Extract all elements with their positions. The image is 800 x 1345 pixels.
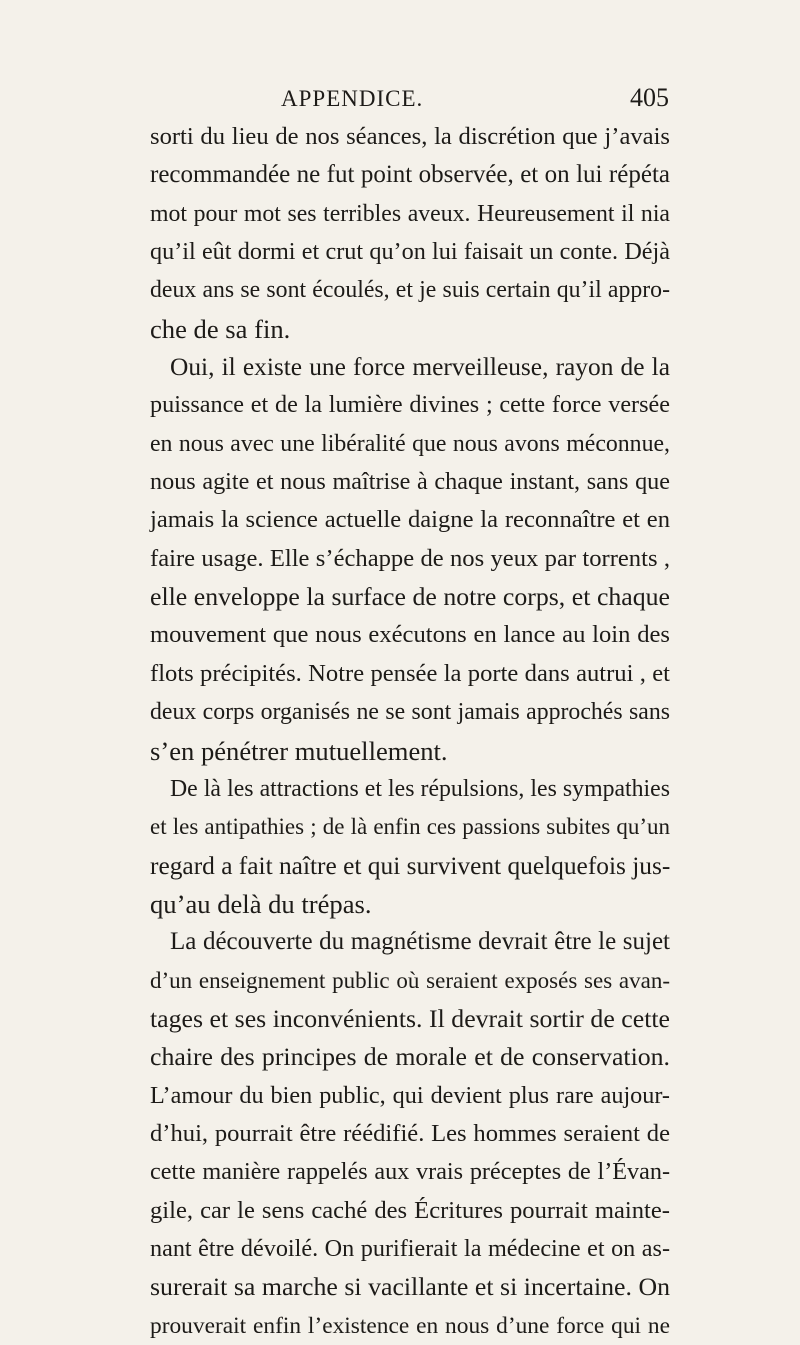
- text-line: d’un enseignement public où seraient exposés ses avan-: [150, 967, 670, 993]
- text-line: faire usage. Elle s’échappe de nos yeux par torrents ,: [150, 544, 670, 572]
- text-line: che de sa fin.: [150, 313, 291, 344]
- text-line: sorti du lieu de nos séances, la discrétion que j’avais: [150, 123, 670, 150]
- text-line: puissance et de la lumière divines ; cette force versée: [150, 391, 670, 419]
- page-number: 405: [630, 83, 669, 112]
- text-line: chaire des principes de morale et de conservation.: [150, 1042, 670, 1072]
- text-line: L’amour du bien public, qui devient plus rare aujour-: [150, 1081, 670, 1109]
- text-line: gile, car le sens caché des Écritures pourrait mainte-: [150, 1196, 670, 1224]
- text-line: cette manière rappelés aux vrais préceptes de l’Évan-: [150, 1158, 670, 1186]
- text-line: prouverait enfin l’existence en nous d’une force qui ne: [150, 1312, 670, 1339]
- text-line: Oui, il existe une force merveilleuse, rayon de la: [170, 353, 670, 382]
- text-line: nous agite et nous maîtrise à chaque instant, sans que: [150, 468, 670, 496]
- text-line: en nous avec une libéralité que nous avons méconnue,: [150, 430, 670, 457]
- text-line: nant être dévoilé. On purifierait la médecine et on as-: [150, 1234, 670, 1262]
- text-line: deux ans se sont écoulés, et je suis certain qu’il appro-: [150, 277, 670, 304]
- text-line: d’hui, pourrait être réédifié. Les hommes seraient de: [150, 1119, 670, 1147]
- text-line: recommandée ne fut point observée, et on lui répéta: [150, 161, 670, 189]
- text-line: tages et ses inconvénients. Il devrait sortir de cette: [150, 1003, 670, 1033]
- text-line: jamais la science actuelle daigne la reconnaître et en: [150, 506, 670, 534]
- text-line: qu’au delà du trépas.: [150, 888, 372, 919]
- text-line: De là les attractions et les répulsions, les sympathies: [170, 775, 670, 802]
- text-line: La découverte du magnétisme devrait être le sujet: [170, 928, 670, 956]
- text-line: flots précipités. Notre pensée la porte dans autrui , et: [150, 659, 670, 687]
- text-line: s’en pénétrer mutuellement.: [150, 735, 448, 766]
- body-text: [150, 118, 670, 1345]
- text-line: regard a fait naître et qui survivent quelquefois jus-: [150, 851, 671, 880]
- text-line: et les antipathies ; de là enfin ces passions subites qu’un: [150, 814, 670, 840]
- text-line: elle enveloppe la surface de notre corps, et chaque: [150, 582, 670, 612]
- text-line: deux corps organisés ne se sont jamais approchés sans: [150, 699, 670, 726]
- text-line: mouvement que nous exécutons en lance au loin des: [150, 621, 670, 649]
- running-title: APPENDICE.: [281, 86, 424, 111]
- text-line: mot pour mot ses terribles aveux. Heureusement il nia: [150, 200, 670, 227]
- text-line: surerait sa marche si vacillante et si incertaine. On: [150, 1272, 670, 1302]
- text-line: qu’il eût dormi et crut qu’on lui faisait un conte. Déjà: [150, 238, 670, 266]
- page-header: [149, 83, 669, 116]
